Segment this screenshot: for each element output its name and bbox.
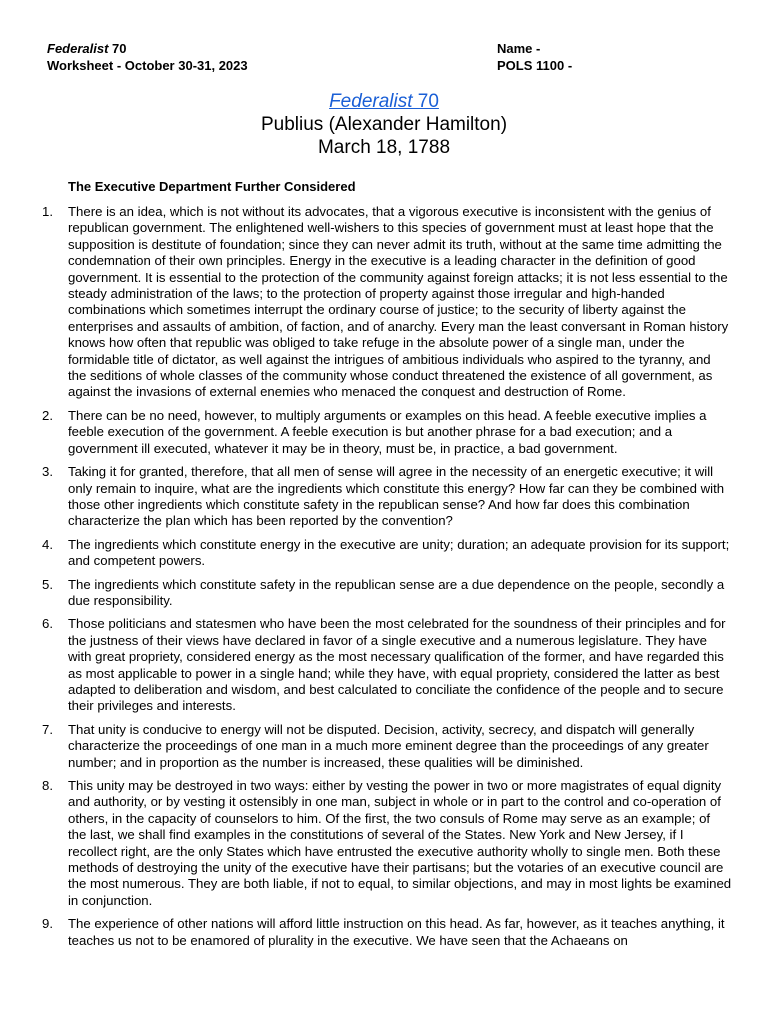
paragraph-text: The experience of other nations will afford little instruction on this head. As far, however, as it teaches anything, it teaches us not to be enamored of plurality in the executive. We have seen that the Achaeans on	[68, 916, 725, 948]
course-label: POLS 1100 -	[497, 58, 573, 73]
paragraph-text: Taking it for granted, therefore, that all men of sense will agree in the necessity of an energetic executive; it will only remain to inquire, what are the ingredients which constitute this energy? How far can they be combined with those other ingredients which constitute safety in the republican sense? And how far does this combination characterize the plan which has been reported by the convention?	[68, 464, 725, 529]
paragraph-item	[20, 204, 732, 401]
date-line: March 18, 1788	[317, 137, 451, 158]
page-header	[47, 40, 727, 76]
paragraph-number: 5.	[42, 576, 53, 592]
paragraph-number: 4.	[42, 536, 53, 552]
paragraph-text: The ingredients which constitute energy in the executive are unity; duration; an adequate provision for its support; and competent powers.	[68, 536, 730, 569]
paragraph-item	[20, 464, 732, 530]
paragraph-number: 2.	[42, 407, 53, 423]
doc-name-line	[47, 40, 248, 57]
paragraph-text: There can be no need, however, to multiply arguments or examples on this head. A feeble executive implies a feeble execution of the government. A feeble execution is but another phrase for a bad execution; and a government ill executed, whatever it may be in theory, must be, in practice, a bad government.	[68, 407, 707, 456]
paragraph-item	[20, 577, 732, 610]
paragraph-item	[20, 916, 732, 949]
author-line: Publius (Alexander Hamilton)	[260, 114, 508, 135]
paragraph-item	[20, 616, 732, 714]
doc-title-italic: Federalist	[47, 41, 109, 56]
paragraph-list	[20, 204, 732, 956]
header-left	[47, 40, 248, 74]
federalist-title-link[interactable]	[329, 90, 439, 113]
title-link-italic: Federalist	[329, 91, 413, 112]
paragraph-text: The ingredients which constitute safety in the republican sense are a due dependence on the people, secondly a due responsibility.	[68, 576, 725, 608]
paragraph-number: 7.	[42, 721, 53, 737]
header-right	[497, 40, 572, 74]
paragraph-item	[20, 722, 732, 771]
paragraph-number: 9.	[42, 916, 53, 932]
paragraph-number: 8.	[42, 778, 53, 793]
paragraph-item	[20, 537, 732, 570]
section-heading: The Executive Department Further Considered	[68, 179, 356, 194]
worksheet-line: Worksheet - October 30-31, 2023	[47, 58, 248, 73]
paragraph-text: Those politicians and statesmen who have been the most celebrated for the soundness of their principles and for the justness of their views have declared in favor of a single executive and a numerous legislature. They have with great propriety, considered energy as the most necessary qualification of the former, and have regarded this as most applicable to power in a single hand; while they have, with equal propriety, considered the latter as best adapted to deliberation and wisdom, and best calculated to conciliate the confidence of the people and to secure their privileges and interests.	[68, 616, 726, 714]
name-label: Name -	[497, 41, 541, 56]
paragraph-number: 3.	[42, 464, 53, 480]
paragraph-number: 6.	[42, 616, 53, 632]
paragraph-text: There is an idea, which is not without its advocates, that a vigorous executive is inconsistent with the genius of republican government. The enlightened well-wishers to this species of government must at least hope that the supposition is destitute of foundation; since they can never admit its truth, without at the same time admitting the condemnation of their own principles. Energy in the executive is a leading character in the definition of good government. It is essential to the protection of the community against foreign attacks; it is not less essential to the steady administration of the laws; to the protection of property against those irregular and high-handed combinations which sometimes interrupt the ordinary course of justice; to the security of liberty against the enterprises and assaults of ambition, of faction, and of anarchy. Every man the least conversant in Roman history knows how often that republic was obliged to take refuge in the absolute power of a single man, under the formidable title of dictator, as well against the intrigues of ambitious individuals who aspired to the tyranny, and the seditions of whole classes of the community whose conduct threatened the existence of all government, as against the invasions of external enemies who menaced the conquest and destruction of Rome.	[68, 204, 729, 400]
title-block	[0, 90, 768, 159]
doc-title-number: 70	[108, 41, 127, 56]
paragraph-text: That unity is conducive to energy will not be disputed. Decision, activity, secrecy, and dispatch will generally characterize the proceedings of one man in a much more eminent degree than the proceedings of any greater number; and in proportion as the number is increased, these qualities will be diminished.	[68, 721, 709, 770]
paragraph-item	[20, 778, 732, 909]
paragraph-item	[20, 408, 732, 457]
paragraph-number: 1.	[42, 204, 53, 219]
paragraph-text: This unity may be destroyed in two ways: either by vesting the power in two or more magistrates of equal dignity and authority, or by vesting it ostensibly in one man, subject in whole or in part to the control and co-operation of others, in the capacity of counselors to him. Of the first, the two consuls of Rome may serve as an example; of the last, we shall find examples in the constitutions of several of the States. New York and New Jersey, if I recollect right, are the only States which have entrusted the executive authority wholly to single men. Both these methods of destroying the unity of the executive have their partisans; but the votaries of an executive council are the most numerous. They are both liable, if not to equal, to similar objections, and may in most lights be examined in conjunction.	[68, 778, 732, 908]
title-link-number: 70	[412, 91, 439, 112]
